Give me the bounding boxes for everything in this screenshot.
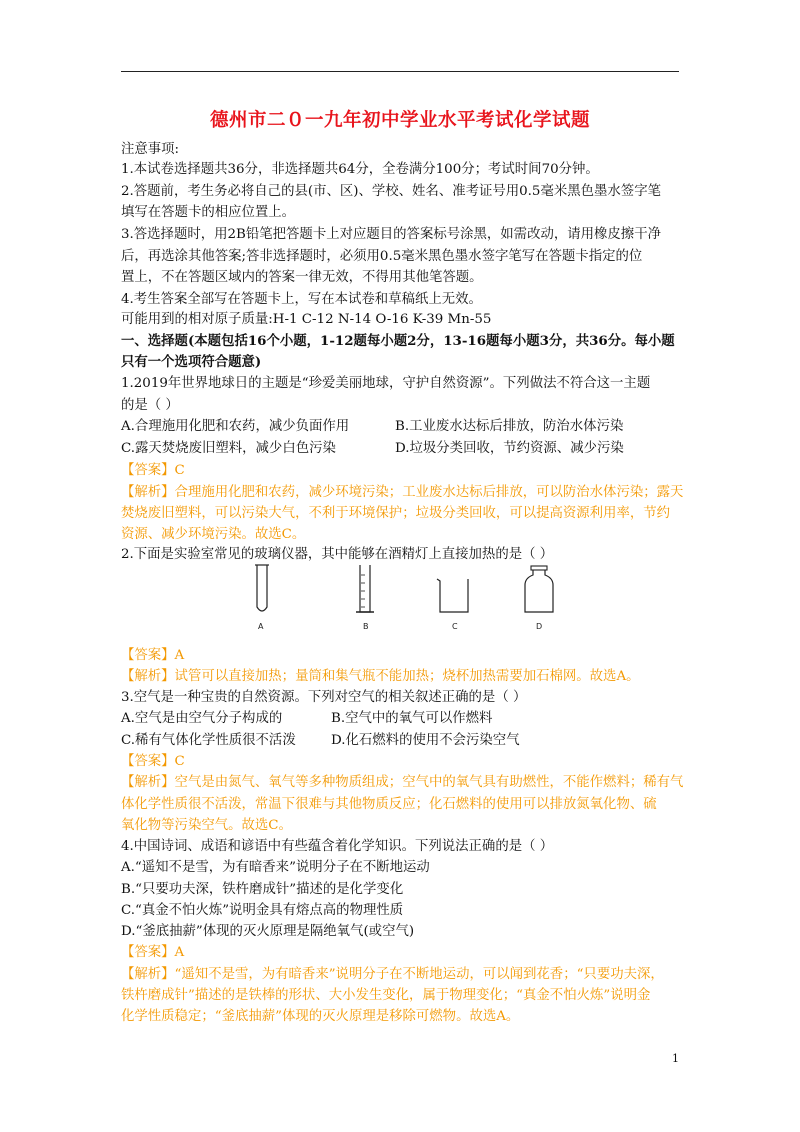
figure-label-d: D — [536, 622, 543, 631]
option-b: B.“只要功夫深，铁杵磨成针”描述的是化学变化 — [121, 882, 404, 897]
page-title: 德州市二０一九年初中学业水平考试化学试题 — [209, 110, 590, 131]
graduated-cylinder-icon — [356, 565, 374, 612]
glassware-figure — [220, 563, 580, 635]
notes-item: 4.考生答案全部写在答题卡上，写在本试卷和草稿纸上无效。 — [121, 292, 482, 307]
question-stem: 的是（ ） — [121, 398, 179, 413]
notes-item: 填写在答题卡的相应位置上。 — [121, 205, 296, 220]
explanation: 氧化物等污染空气。故选C。 — [121, 818, 292, 833]
notes-item: 后，再选涂其他答案;答非选择题时，必须用0.5毫米黑色墨水签字笔写在答题卡指定的位 — [121, 249, 643, 264]
explanation: 化学性质稳定；“釜底抽薪”体现的灭火原理是移除可燃物。故选A。 — [121, 1009, 520, 1024]
answer: 【答案】C — [121, 754, 185, 769]
option-a: A.“遥知不是雪，为有暗香来”说明分子在不断地运动 — [121, 860, 430, 875]
figure-label-a: A — [258, 622, 264, 631]
atomic-mass-line: 可能用到的相对原子质量:H-1 C-12 N-14 O-16 K-39 Mn-55 — [121, 312, 492, 327]
explanation: 体化学性质很不活泼，常温下很难与其他物质反应；化石燃料的使用可以排放氮氧化物、硫 — [121, 797, 657, 812]
answer: 【答案】A — [121, 648, 185, 663]
question-stem: 2.下面是实验室常见的玻璃仪器，其中能够在酒精灯上直接加热的是（ ） — [121, 547, 554, 562]
option-d: D.垃圾分类回收，节约资源、减少污染 — [395, 441, 624, 456]
notes-item: 置上，不在答题区域内的答案一律无效，不得用其他笔答题。 — [121, 270, 483, 285]
option-b: B.空气中的氧气可以作燃料 — [331, 711, 493, 726]
explanation: 焚烧废旧塑料，可以污染大气，不利于环境保护；垃圾分类回收，可以提高资源利用率，节约 — [121, 506, 671, 521]
test-tube-icon — [255, 565, 269, 611]
explanation: 【解析】试管可以直接加热；量筒和集气瓶不能加热；烧杯加热需要加石棉网。故选A。 — [121, 669, 640, 684]
explanation: 资源、减少环境污染。故选C。 — [121, 527, 306, 542]
option-d: D.化石燃料的使用不会污染空气 — [331, 733, 520, 748]
figure-label-b: B — [363, 622, 369, 631]
gas-bottle-icon — [525, 566, 553, 612]
option-c: C.稀有气体化学性质很不活泼 — [121, 733, 296, 748]
option-b: B.工业废水达标后排放，防治水体污染 — [395, 419, 624, 434]
option-d: D.“釜底抽薪”体现的灭火原理是隔绝氧气(或空气) — [121, 924, 415, 939]
figure-label-c: C — [452, 622, 458, 631]
header-rule — [121, 71, 679, 72]
question-stem: 4.中国诗词、成语和谚语中有些蕴含着化学知识。下列说法正确的是（ ） — [121, 839, 554, 854]
explanation: 【解析】空气是由氮气、氧气等多种物质组成；空气中的氧气具有助燃性，不能作燃料；稀有气 — [121, 775, 684, 790]
explanation: 【解析】合理施用化肥和农药，减少环境污染；工业废水达标后排放，可以防治水体污染；露天 — [121, 485, 684, 500]
option-c: C.露天焚烧废旧塑料，减少白色污染 — [121, 441, 336, 456]
explanation: 【解析】“遥知不是雪，为有暗香来”说明分子在不断地运动，可以闻到花香；“只要功夫深， — [121, 967, 664, 982]
section-heading: 一、选择题(本题包括16个小题，1-12题每小题2分，13-16题每小题3分，共36分。每小题 — [121, 333, 675, 349]
answer: 【答案】C — [121, 463, 185, 478]
beaker-icon — [437, 579, 468, 612]
explanation: 铁杵磨成针”描述的是铁棒的形状、大小发生变化，属于物理变化；“真金不怕火炼”说明金 — [121, 988, 651, 1003]
notes-item: 2.答题前，考生务必将自己的县(市、区)、学校、姓名、准考证号用0.5毫米黑色墨水签字笔 — [121, 184, 661, 199]
answer: 【答案】A — [121, 945, 185, 960]
question-stem: 1.2019年世界地球日的主题是“珍爱美丽地球，守护自然资源”。下列做法不符合这一主题 — [121, 376, 651, 391]
notes-item: 3.答选择题时，用2B铅笔把答题卡上对应题目的答案标号涂黑，如需改动，请用橡皮擦干净 — [121, 227, 661, 242]
option-a: A.空气是由空气分子构成的 — [121, 711, 283, 726]
section-heading: 只有一个选项符合题意) — [121, 354, 262, 370]
notes-item: 1.本试卷选择题共36分，非选择题共64分，全卷满分100分；考试时间70分钟。 — [121, 162, 599, 177]
page-number: 1 — [672, 1052, 679, 1065]
option-c: C.“真金不怕火炼”说明金具有熔点高的物理性质 — [121, 903, 404, 918]
option-a: A.合理施用化肥和农药，减少负面作用 — [121, 419, 350, 434]
notes-heading: 注意事项: — [121, 142, 180, 157]
question-stem: 3.空气是一种宝贵的自然资源。下列对空气的相关叙述正确的是（ ） — [121, 690, 527, 705]
